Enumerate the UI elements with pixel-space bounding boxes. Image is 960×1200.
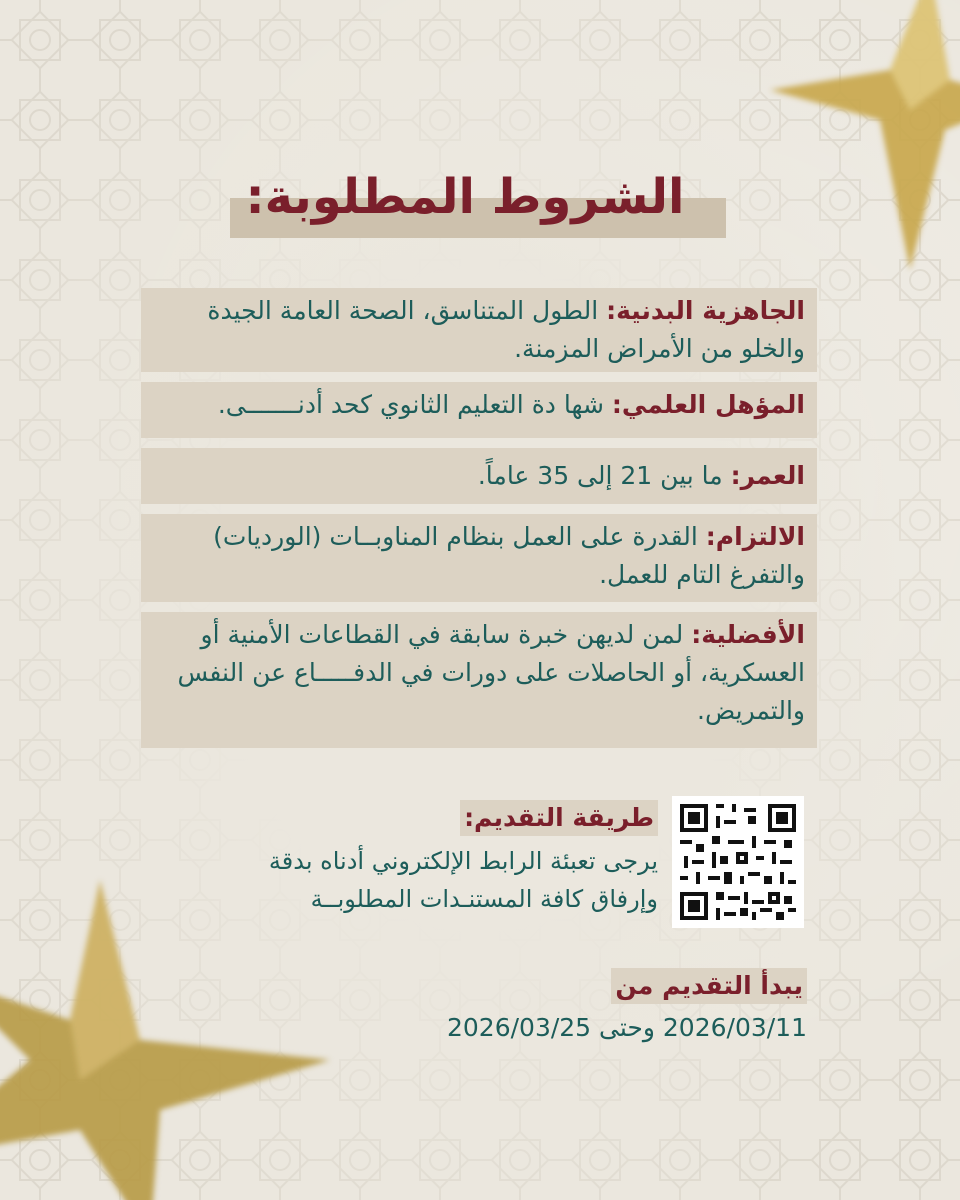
- application-dates-text: 2026/03/11 وحتى 2026/03/25: [447, 1013, 807, 1042]
- application-dates-section: [347, 968, 807, 1048]
- condition-text: شها دة التعليم الثانوي كحد أدنـــــــى.: [217, 390, 604, 419]
- condition-text: الطول المتناسق، الصحة العامة الجيدة والخلو من الأمراض المزمنة.: [207, 296, 805, 363]
- condition-text: القدرة على العمل بنظام المناوبــات (الورديات) والتفرغ التام للعمل.: [213, 522, 805, 589]
- application-method-section: [198, 800, 658, 918]
- condition-label: العمر:: [730, 461, 805, 490]
- condition-text: ما بين 21 إلى 35 عاماً.: [477, 461, 723, 490]
- condition-label: الجاهزية البدنية:: [606, 296, 805, 325]
- condition-age: [141, 448, 817, 504]
- condition-preference: [141, 612, 817, 748]
- condition-qualification: [141, 382, 817, 438]
- condition-physical-fitness: [141, 288, 817, 372]
- qr-code-icon[interactable]: [672, 796, 804, 928]
- condition-label: المؤهل العلمي:: [611, 390, 805, 419]
- title-section: [230, 160, 730, 240]
- condition-text: لمن لديهن خبرة سابقة في القطاعات الأمنية أو العسكرية، أو الحاصلات على دورات في الدفـــــاع عن النفس والتمريض.: [177, 620, 805, 725]
- condition-label: الأفضلية:: [691, 620, 805, 649]
- gold-star-icon: [760, 0, 960, 290]
- page-title: الشروط المطلوبة:: [245, 169, 685, 225]
- condition-label: الالتزام:: [705, 522, 805, 551]
- application-method-heading: طريقة التقديم:: [460, 800, 658, 836]
- application-dates-heading: يبدأ التقديم من: [611, 968, 807, 1004]
- application-method-text: يرجى تعبئة الرابط الإلكتروني أدناه بدقة وإرفاق كافة المستنـدات المطلوبــة: [268, 847, 658, 913]
- condition-commitment: [141, 514, 817, 602]
